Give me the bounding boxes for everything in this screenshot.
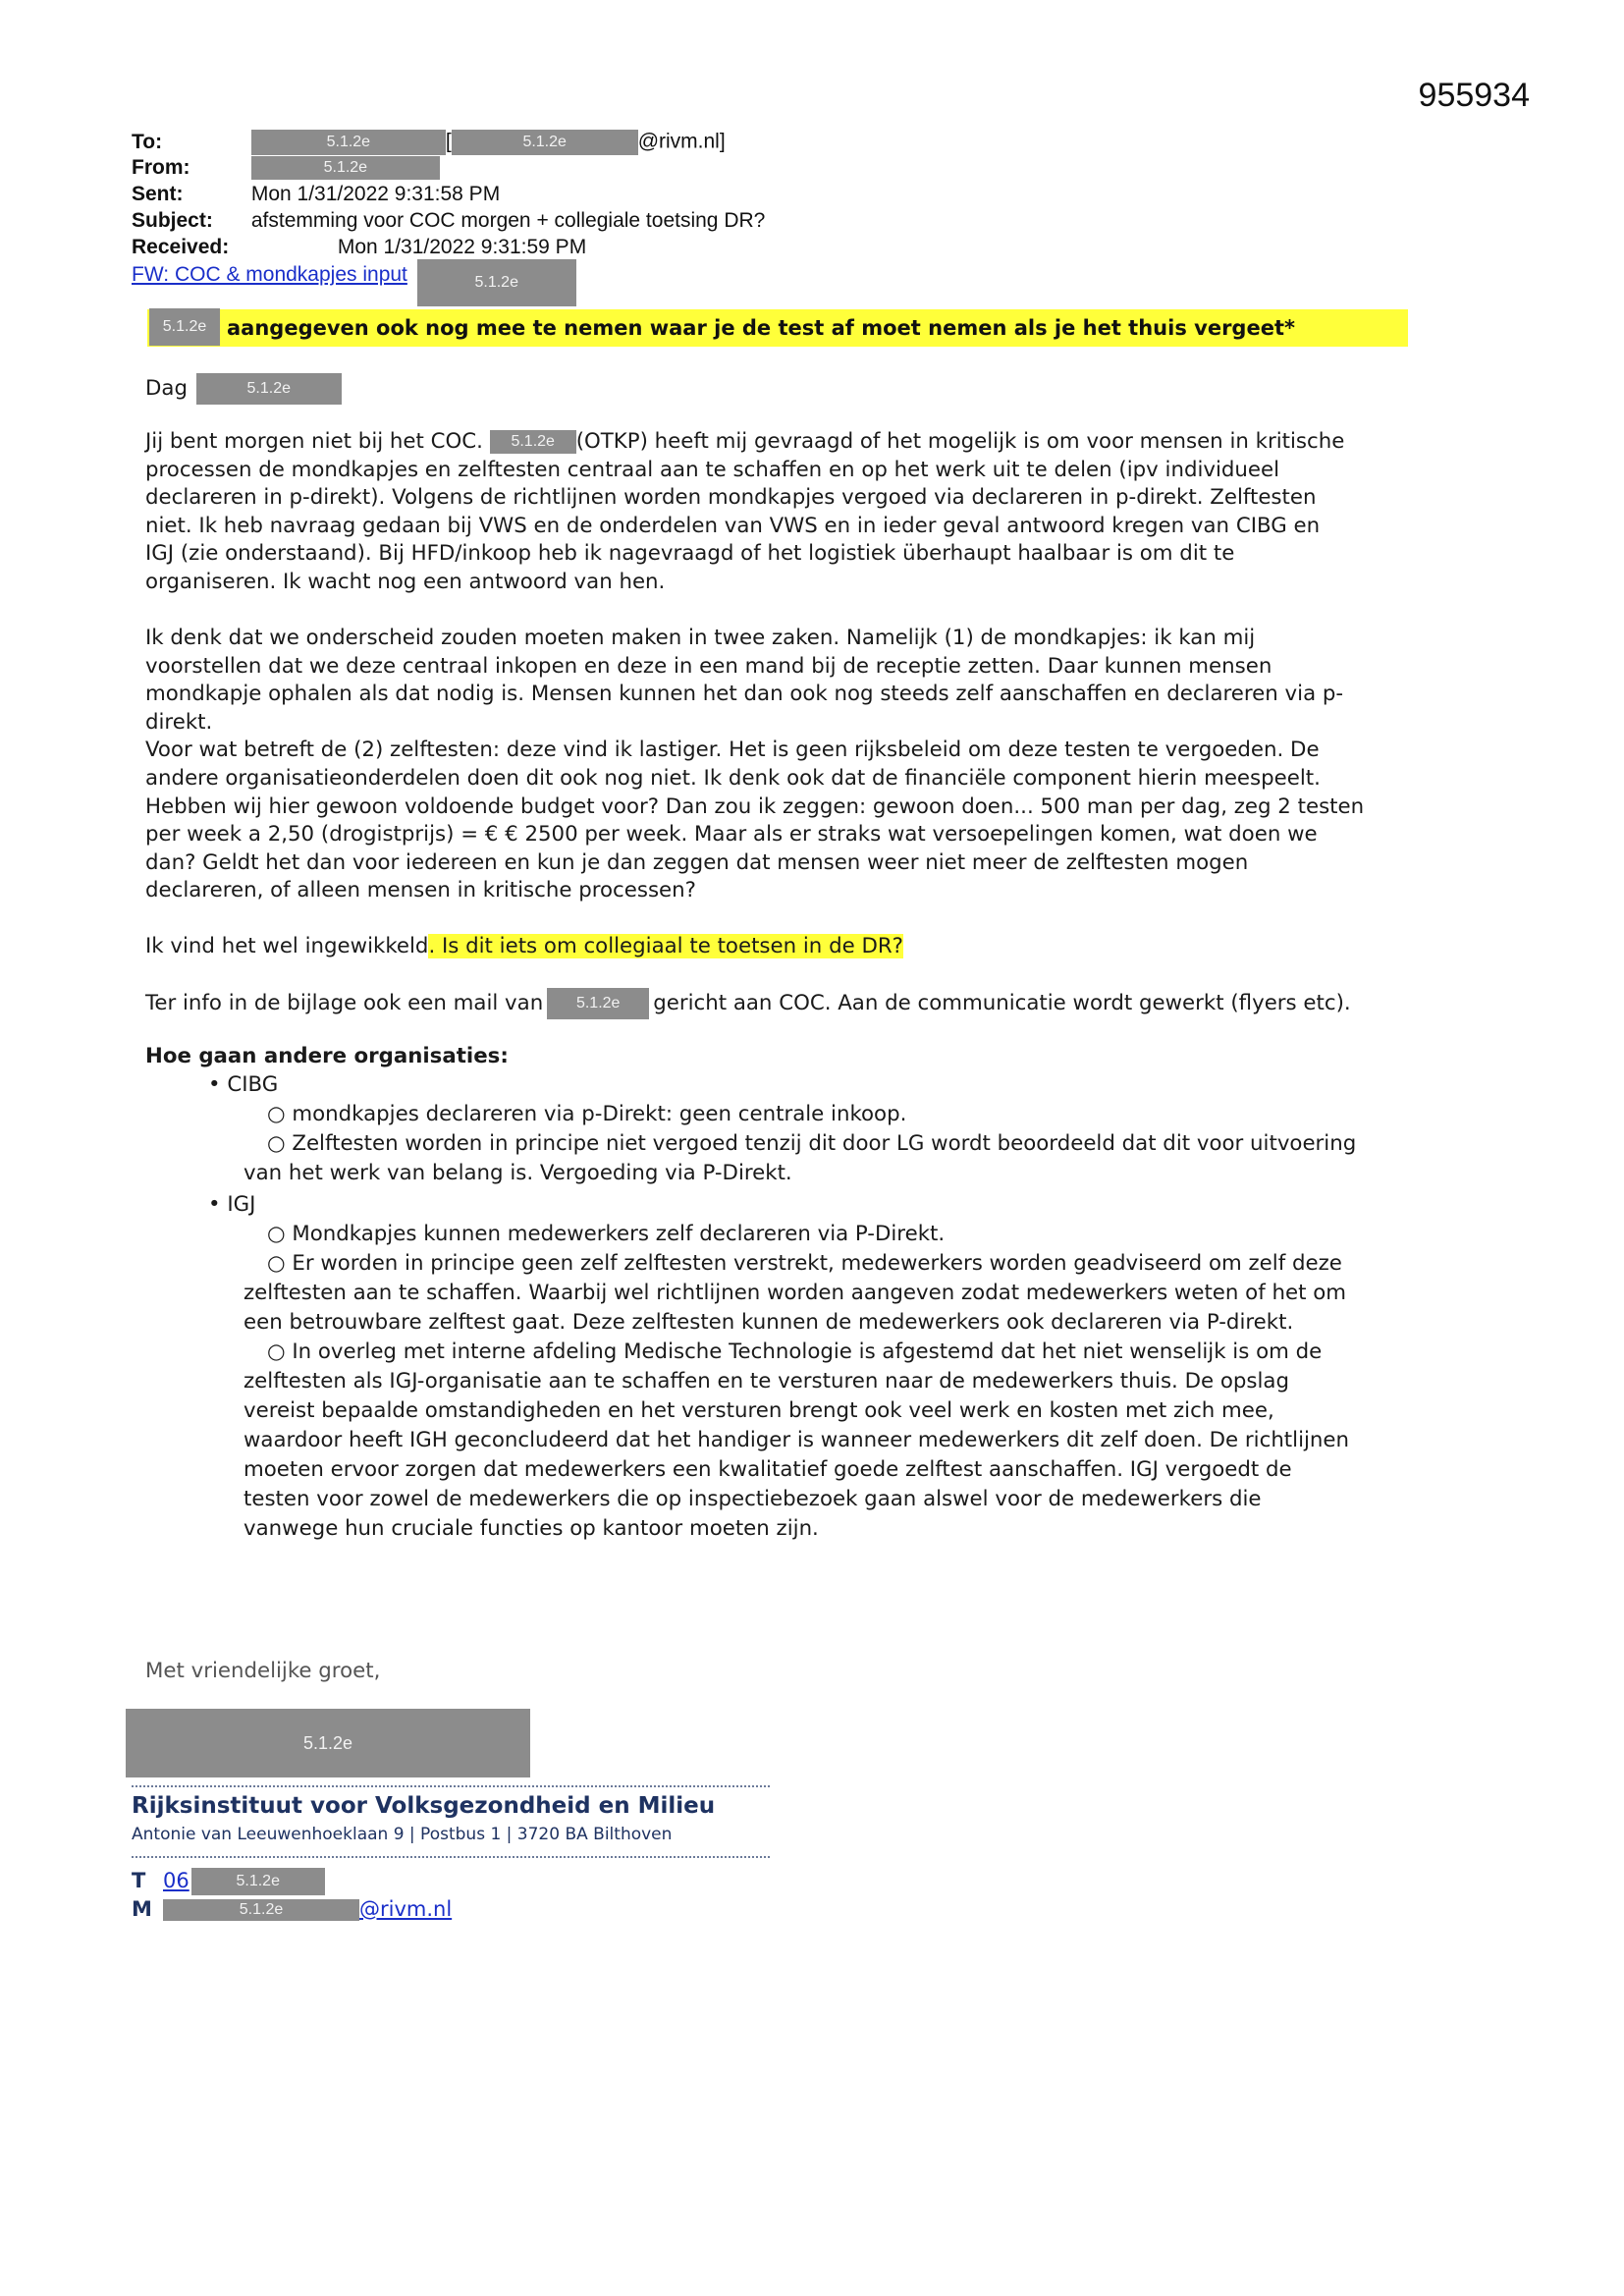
- sub-list-text: zelftesten aan te schaffen. Waarbij wel richtlijnen worden aangeven zodat medewerkers weten of het om: [244, 1281, 1346, 1305]
- highlight-note: aangegeven ook nog mee te nemen waar je de test af moet nemen als je het thuis vergeet*: [227, 316, 1295, 340]
- sub-list-item: ○ In overleg met interne afdeling Medische Technologie is afgestemd dat het niet wenselijk is om de zelftesten als IGJ-organisatie aan te schaffen en te versturen naar de medewerkers thuis. De opslag vereist bepaalde omstandigheden en het versturen brengt ook veel werk en kosten met zich mee, waardoor heeft IGH geconcludeerd dat het handiger is wanneer medewerkers dit zelf doen. De richtlijnen moeten ervoor zorgen dat medewerkers een kwalitatief goede zelftest aanschaffen. IGJ vergoedt de testen voor zowel de medewerkers die op inspectiebezoek gaan alswel voor de medewerkers die vanwege hun cruciale functies op kantoor moeten zijn.: [244, 1339, 1350, 1541]
- org-name: IGJ: [227, 1192, 256, 1217]
- received-row: [132, 236, 586, 259]
- signature-address: Antonie van Leeuwenhoeklaan 9 | Postbus 1 | 3720 BA Bilthoven: [132, 1825, 673, 1844]
- org-name: CIBG: [227, 1072, 279, 1097]
- greeting-line: [145, 373, 1490, 405]
- redaction-box: 5.1.2e: [547, 988, 649, 1019]
- sent-label: Sent:: [132, 183, 184, 205]
- paragraph-line: dan? Geldt het dan voor iedereen en kun je dan zeggen dat mensen weer niet meer de zelftesten mogen: [145, 849, 1249, 875]
- paragraph-text: Ter info in de bijlage ook een mail van: [145, 991, 544, 1015]
- sub-list-text: In overleg met interne afdeling Medische Technologie is afgestemd dat het niet wenselijk is om de: [292, 1339, 1323, 1364]
- mail-link[interactable]: @rivm.nl: [359, 1897, 453, 1921]
- paragraph-line: direkt.: [145, 709, 213, 735]
- paragraph-text: (OTKP) heeft mij gevraagd of het mogelijk is om voor mensen in kritische: [575, 429, 1345, 454]
- paragraph-line: mondkapje ophalen als dat nodig is. Mensen kunnen het dan ook nog steeds zelf aanschaffen en declareren via p-: [145, 682, 1344, 707]
- paragraph-line: IGJ (zie onderstaand). Bij HFD/inkoop heb ik nagevraagd of het logistiek überhaupt haalbaar is om dit te: [145, 541, 1235, 567]
- sub-list-item: ○ Zelftesten worden in principe niet vergoed tenzij dit door LG wordt beoordeeld dat dit voor uitvoering van het werk van belang is. Vergoeding via P-Direkt.: [244, 1131, 1357, 1185]
- redaction-box: 5.1.2e: [417, 259, 576, 306]
- greeting: Dag: [145, 376, 188, 401]
- redaction-box: 5.1.2e: [251, 156, 440, 180]
- paragraph-2: [145, 625, 1490, 905]
- paragraph-line: andere organisatieonderdelen doen dit ook nog niet. Ik denk ook dat de financiële component hierin meespeelt.: [145, 765, 1321, 791]
- sub-list-text: mondkapjes declareren via p-Direkt: geen centrale inkoop.: [292, 1102, 907, 1126]
- paragraph-line: [145, 428, 1490, 457]
- redaction-box: 5.1.2e: [126, 1709, 530, 1777]
- attachment-link[interactable]: FW: COC & mondkapjes input: [132, 263, 407, 286]
- signature-divider: [132, 1856, 770, 1858]
- list-item-igj: • IGJ: [208, 1192, 256, 1217]
- paragraph-line: Hebben wij hier gewoon voldoende budget voor? Dan zou ik zeggen: gewoon doen... 500 man per dag, zeg 2 testen: [145, 793, 1365, 819]
- paragraph-text: Ik vind het wel ingewikkeld: [145, 934, 429, 958]
- to-email-suffix: @rivm.nl]: [637, 130, 726, 153]
- sub-list-text: Zelftesten worden in principe niet vergoed tenzij dit door LG wordt beoordeeld dat dit voor uitvoering: [292, 1131, 1357, 1156]
- orgs-heading: Hoe gaan andere organisaties:: [145, 1044, 509, 1068]
- subject-value: afstemming voor COC morgen + collegiale toetsing DR?: [250, 209, 766, 232]
- redaction-box: 5.1.2e: [196, 373, 342, 405]
- document-number: 955934: [1418, 77, 1530, 114]
- from-row: [132, 156, 440, 180]
- sent-value: Mon 1/31/2022 9:31:58 PM: [250, 183, 501, 205]
- paragraph-line: Ik denk dat we onderscheid zouden moeten maken in twee zaken. Namelijk (1) de mondkapjes: ik kan mij: [145, 626, 1256, 650]
- sub-list-text: vereist bepaalde omstandigheden en het versturen brengt ook veel werk en kosten met zich mee,: [244, 1398, 1274, 1423]
- sub-list-item: ○ Mondkapjes kunnen medewerkers zelf declareren via P-Direkt.: [267, 1222, 946, 1246]
- sub-list-text: waardoor heeft IGH geconcludeerd dat het handiger is wanneer medewerkers dit zelf doen. De richtlijnen: [244, 1428, 1350, 1452]
- paragraph-line: niet. Ik heb navraag gedaan bij VWS en de onderdelen van VWS en in ieder geval antwoord kregen van CIBG en: [145, 513, 1321, 538]
- paragraph-3: [145, 933, 1490, 961]
- redaction-box: 5.1.2e: [452, 130, 638, 155]
- redaction-box: 5.1.2e: [251, 130, 446, 155]
- highlighted-question: . Is dit iets om collegiaal te toetsen in de DR?: [428, 934, 903, 958]
- signature-divider: [132, 1785, 770, 1787]
- paragraph-text: Jij bent morgen niet bij het COC.: [145, 429, 483, 454]
- paragraph-line: Voor wat betreft de (2) zelftesten: deze vind ik lastiger. Het is geen rijksbeleid om deze testen te vergoeden. De: [145, 738, 1320, 763]
- paragraph-line: declareren in p-direkt). Volgens de richtlijnen worden mondkapjes vergoed via declareren in p-direkt. Zelftesten: [145, 485, 1317, 511]
- subject-label: Subject:: [132, 209, 213, 232]
- sub-list-text: Er worden in principe geen zelf zelftesten verstrekt, medewerkers worden geadviseerd om zelf deze: [292, 1251, 1342, 1276]
- mail-label: M: [132, 1897, 152, 1921]
- paragraph-text: gericht aan COC. Aan de communicatie wordt gewerkt (flyers etc).: [653, 991, 1351, 1015]
- redaction-box: 5.1.2e: [163, 1899, 359, 1921]
- paragraph-line: per week a 2,50 (drogistprijs) = € € 2500 per week. Maar als er straks wat versoepelingen komen, wat doen we: [145, 822, 1318, 847]
- closing: Met vriendelijke groet,: [145, 1659, 381, 1683]
- received-value: Mon 1/31/2022 9:31:59 PM: [337, 236, 587, 258]
- sub-list-item: ○ mondkapjes declareren via p-Direkt: geen centrale inkoop.: [267, 1102, 907, 1126]
- sub-list-item: ○ Er worden in principe geen zelf zelftesten verstrekt, medewerkers worden geadviseerd om zelf deze zelftesten aan te schaffen. Waarbij wel richtlijnen worden aangeven zodat medewerkers weten of het om een betrouwbare zelftest gaat. Deze zelftesten kunnen de medewerkers ook declareren via P-direkt.: [244, 1251, 1346, 1335]
- phone-row: [132, 1868, 325, 1895]
- sub-list-text: van het werk van belang is. Vergoeding via P-Direkt.: [244, 1161, 792, 1185]
- sub-list-text: moeten ervoor zorgen dat medewerkers een kwalitatief goede zelftest aanschaffen. IGJ vergoedt de: [244, 1457, 1292, 1482]
- to-bracket: [: [445, 130, 452, 153]
- sub-list-text: testen voor zowel de medewerkers die op inspectiebezoek gaan alswel voor de medewerkers die: [244, 1487, 1262, 1511]
- subject-row: [132, 209, 765, 233]
- paragraph-line: processen de mondkapjes en zelftesten centraal aan te schaffen en op het werk uit te delen (ipv individueel: [145, 457, 1280, 482]
- redaction-box: 5.1.2e: [490, 430, 576, 454]
- to-row: [132, 130, 726, 155]
- paragraph-4: [145, 988, 1490, 1019]
- phone-label: T: [132, 1869, 146, 1892]
- to-label: To:: [132, 130, 163, 153]
- sub-list-text: een betrouwbare zelftest gaat. Deze zelftesten kunnen de medewerkers ook declareren via P-direkt.: [244, 1310, 1294, 1335]
- paragraph-line: organiseren. Ik wacht nog een antwoord van hen.: [145, 569, 666, 594]
- received-label: Received:: [132, 236, 230, 258]
- paragraph-line: voorstellen dat we deze centraal inkopen en deze in een mand bij de receptie zetten. Daar kunnen mensen: [145, 653, 1272, 679]
- sent-row: [132, 183, 500, 206]
- from-label: From:: [132, 156, 190, 179]
- signature-org: Rijksinstituut voor Volksgezondheid en Milieu: [132, 1793, 716, 1819]
- list-item-cibg: • CIBG: [208, 1072, 279, 1097]
- phone-link[interactable]: 06: [163, 1869, 189, 1892]
- attachment-row: [132, 263, 576, 306]
- redaction-box: 5.1.2e: [191, 1868, 325, 1895]
- sub-list-text: Mondkapjes kunnen medewerkers zelf declareren via P-Direkt.: [292, 1222, 946, 1246]
- mail-row: [132, 1897, 452, 1921]
- paragraph-line: declareren, of alleen mensen in kritische processen?: [145, 878, 696, 903]
- paragraph-1: [145, 428, 1490, 597]
- redaction-box: 5.1.2e: [149, 308, 220, 346]
- sub-list-text: zelftesten als IGJ-organisatie aan te schaffen en te versturen naar de medewerkers thuis. De opslag: [244, 1369, 1289, 1394]
- sub-list-text: vanwege hun cruciale functies op kantoor moeten zijn.: [244, 1516, 819, 1541]
